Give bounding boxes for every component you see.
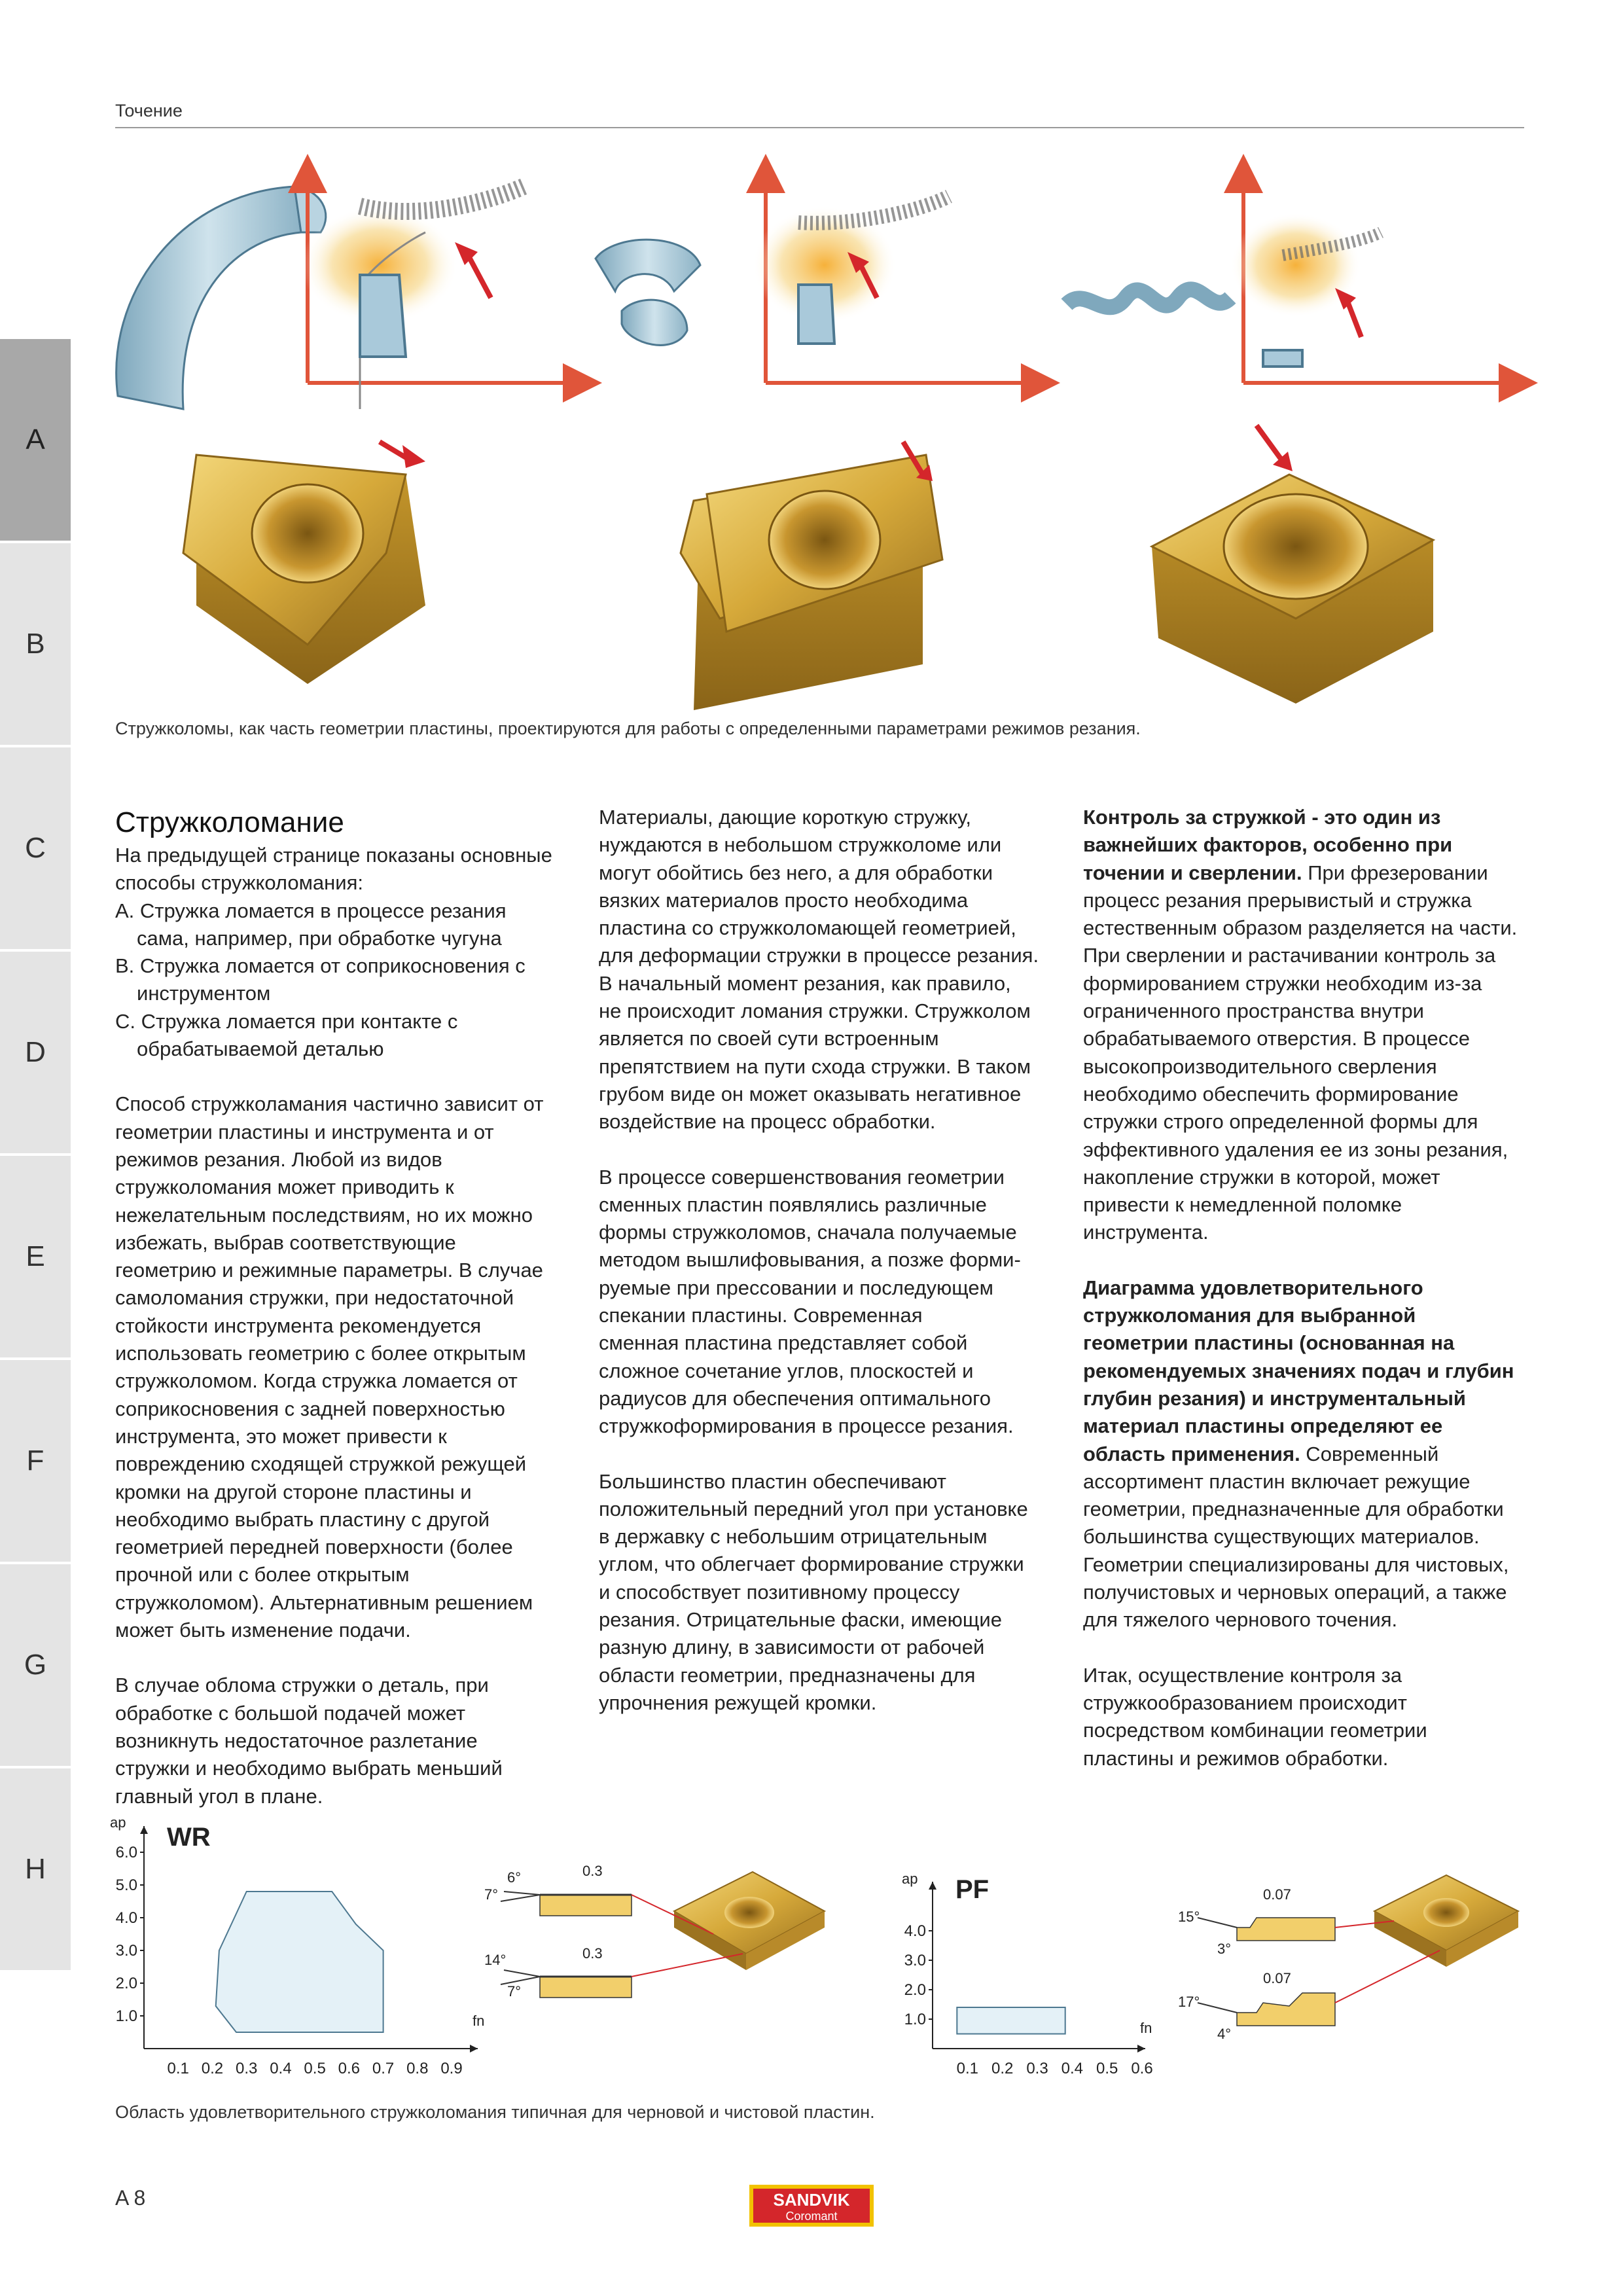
list-item: C. Стружка ломается при контакте с (115, 1009, 458, 1033)
x-tick-label: 0.8 (406, 2060, 429, 2075)
insert-wr-icon (632, 1872, 825, 1977)
chipbreaking-area (216, 1892, 383, 2032)
profile-label: 3° (1217, 1941, 1232, 1957)
paragraph: Итак, осуществление контроля за стружкообразованием происходит посредством комбинации геометрии пластины и режимов обработки. (1083, 1663, 1427, 1770)
profile-label: 15° (1178, 1909, 1200, 1925)
paragraph: Способ стружколамания частично зависит от геометрии пластины и инструмента и от режимов резания. Любой из видов стружколомания может приводить к нежелательным последствиям, но их можно избежать, выбрав соответствующие геометрию и режимные параметры. В случае самоломания стружки, при недостаточной стойкости инструмента рекомендуется использовать геометрию с более открытым стружколомом. Когда стружка ломается от соприкосновения с задней поверхностью инструмента, это может привести к повреждению сходящей стружкой режущей кромки на другой стороне пластины и необходимо выбрать пластину с другой геометрией передней поверхности (более прочной или с более открытым стружколомом). Альтернативным решением может быть изменение подачи. (115, 1092, 544, 1642)
curled-chip-b (596, 240, 700, 291)
list-item: обрабатываемой деталью (137, 1037, 384, 1061)
tab-b[interactable]: B (0, 543, 71, 747)
list-item: инструментом (137, 982, 271, 1005)
tab-h[interactable]: H (0, 1768, 71, 1973)
chipbreaking-area (957, 2007, 1065, 2034)
y-tick-label: 3.0 (115, 1942, 137, 1960)
x-tick-label: 0.7 (372, 2060, 395, 2075)
y-tick-label: 1.0 (115, 2007, 137, 2025)
x-axis-label: fn (1140, 2020, 1152, 2036)
edge-profile-bottom (1178, 1970, 1335, 2042)
x-tick-label: 0.1 (956, 2060, 979, 2077)
tab-e[interactable]: E (0, 1156, 71, 1360)
x-tick-label: 0.9 (440, 2060, 463, 2075)
section-heading: Стружколомание (115, 806, 344, 838)
chip-type-a (116, 173, 582, 409)
tab-g[interactable]: G (0, 1564, 71, 1768)
profile-label: 0.07 (1263, 1970, 1291, 1986)
tab-f[interactable]: F (0, 1360, 71, 1564)
curled-chip-a (116, 187, 301, 409)
insert-pf-icon (1335, 1875, 1518, 2003)
tab-d[interactable]: D (0, 952, 71, 1156)
y-axis-label: ap (902, 1872, 918, 1887)
list-item: сама, например, при обработке чугуна (137, 926, 502, 950)
sandvik-logo (749, 2185, 874, 2227)
x-tick-label: 0.3 (1026, 2060, 1048, 2077)
arrow-icon (1257, 425, 1283, 461)
x-tick-label: 0.6 (1131, 2060, 1153, 2077)
spiral-chip-c (1067, 289, 1230, 307)
insert-rhombic (681, 442, 942, 710)
profile-label: 0.3 (582, 1945, 603, 1962)
insert-square (1152, 425, 1433, 704)
paragraph: В случае облома стружки о деталь, при обработке с большой подачей может возникнуть недостаточное разлетание стружки и необходимо выбрать меньший главный угол в плане. (115, 1674, 503, 1808)
insert-profile-c (1263, 350, 1302, 367)
page-number: A 8 (115, 2186, 146, 2210)
profile-label: 7° (484, 1886, 499, 1903)
edge-profile-top (484, 1863, 632, 1916)
list-item: B. Стружка ломается от соприкосновения с (115, 954, 526, 978)
insert-trigon (183, 442, 425, 684)
text-column-1 (115, 804, 560, 1810)
x-tick-label: 0.2 (201, 2060, 224, 2075)
y-tick-label: 5.0 (115, 1876, 137, 1894)
x-tick-label: 0.5 (304, 2060, 326, 2075)
x-tick-label: 0.4 (1061, 2060, 1084, 2077)
y-tick-label: 1.0 (904, 2011, 926, 2028)
insert-profile-b (798, 285, 834, 344)
profile-label: 6° (507, 1869, 522, 1886)
tab-c[interactable]: C (0, 747, 71, 952)
x-axis-label: fn (473, 2013, 485, 2029)
chart-title: PF (955, 1875, 990, 1904)
header-divider (115, 127, 1524, 128)
y-tick-label: 3.0 (904, 1952, 926, 1969)
profile-label: 17° (1178, 1994, 1200, 2010)
chart-pf (870, 1872, 1525, 2081)
figure-caption-top: Стружколомы, как часть геометрии пластины, проектируются для работы с определенными параметрами режимов резания. (115, 719, 1141, 738)
chip-formation-illustration (98, 134, 1538, 710)
svg-text:SANDVIK: SANDVIK (773, 2190, 850, 2210)
y-tick-label: 4.0 (904, 1922, 926, 1940)
chip-type-b (596, 173, 1041, 383)
profile-label: 4° (1217, 2026, 1232, 2042)
tab-a[interactable]: A (0, 339, 71, 543)
section-label: Точение (115, 101, 183, 120)
profile-label: 0.3 (582, 1863, 603, 1879)
y-tick-label: 2.0 (115, 1975, 137, 1992)
y-tick-label: 4.0 (115, 1909, 137, 1927)
svg-text:Coromant: Coromant (785, 2210, 838, 2223)
edge-profile-top (1178, 1886, 1335, 1957)
x-tick-label: 0.3 (235, 2060, 258, 2075)
paragraph: Диаграмма удовлетворительного стружколомания для выбранной геометрии пластины (основанная на рекомендуемых значениях подач и глубин глубин резания) и инструментальный материал пластины определяют ее область применения. Современный ассортимент пластин включает режущие геометрии, предназначенные для обработки большинства существующих материалов. Геометрии специализированы для чистовых, получистовых и черновых операций, а также для тяжелого чернового точения. (1083, 1276, 1514, 1632)
text-column-3 (1083, 804, 1528, 1772)
y-axis-label: ap (110, 1814, 126, 1831)
chapter-tabs (0, 339, 71, 1973)
x-tick-label: 0.4 (270, 2060, 292, 2075)
list-item: A. Стружка ломается в процессе резания (115, 899, 507, 922)
text-column-2 (599, 804, 1044, 1717)
figure-caption-bottom: Область удовлетворительного стружколомания типичная для черновой и чистовой пластин. (115, 2102, 875, 2122)
paragraph: В процессе совершенствования геометрии сменных пластин появлялись различные формы стружколомов, сначала получаемые методом вышлифовывания, а позже форми- руемые при прессовании и последующем спекании пластины. Современная сменная пластина представляет собой сложное сочетание углов, плоскостей и радиусов для обеспечения оптимального стружкоформирования в процессе резания. (599, 1165, 1021, 1438)
profile-label: 14° (484, 1952, 507, 1968)
paragraph: Контроль за стружкой - это один из важнейших факторов, особенно при точении и сверлении. При фрезеровании процесс резания прерывистый и стружка естественным образом разделяется на части. При сверлении и растачивании контроль за формированием стружки необходим из-за ограниченного пространства внутри обрабатываемого отверстия. В процессе высокопроизводительного сверления необходимо обеспечить формирование стружки строго определенной формы для эффективного удаления ее из зоны резания, накопление стружки в которой, может привести к немедленной поломке инструмента. (1083, 806, 1518, 1244)
x-tick-label: 0.6 (338, 2060, 361, 2075)
paragraph: Материалы, дающие короткую стружку, нуждаются в небольшом стружколоме или могут обойтись без него, а для обработки вязких материалов просто необходима пластина со стружколомающей геометрией, для деформации стружки в процессе резания. В начальный момент резания, как правило, не происходит ломания стружки. Стружколом является по своей сути встроенным препятствием на пути схода стружки. В таком грубом виде он может оказывать негативное воздействие на процесс обработки. (599, 806, 1039, 1134)
insert-profile-a (360, 275, 406, 357)
text-line: способы стружколомания: (115, 871, 363, 895)
x-tick-label: 0.1 (167, 2060, 189, 2075)
y-tick-label: 2.0 (904, 1981, 926, 1999)
edge-profile-bottom (484, 1945, 632, 2000)
profile-label: 0.07 (1263, 1886, 1291, 1903)
x-tick-label: 0.2 (991, 2060, 1014, 2077)
chart-wr (98, 1813, 838, 2075)
y-tick-label: 6.0 (115, 1844, 137, 1861)
chart-title: WR (167, 1823, 211, 1852)
profile-label: 7° (507, 1983, 522, 2000)
chip-type-c (1067, 173, 1518, 383)
paragraph: Большинство пластин обеспечивают положительный передний угол при установке в державку с небольшим отрицательным углом, что облегчает формирование стружки и способствует позитивному процессу резания. Отрицательные фаски, имеющие разную длину, в зависимости от рабочей области геометрии, предназначены для упрочнения режущей кромки. (599, 1469, 1028, 1714)
x-tick-label: 0.5 (1096, 2060, 1118, 2077)
text-line: На предыдущей странице показаны основные (115, 844, 552, 867)
